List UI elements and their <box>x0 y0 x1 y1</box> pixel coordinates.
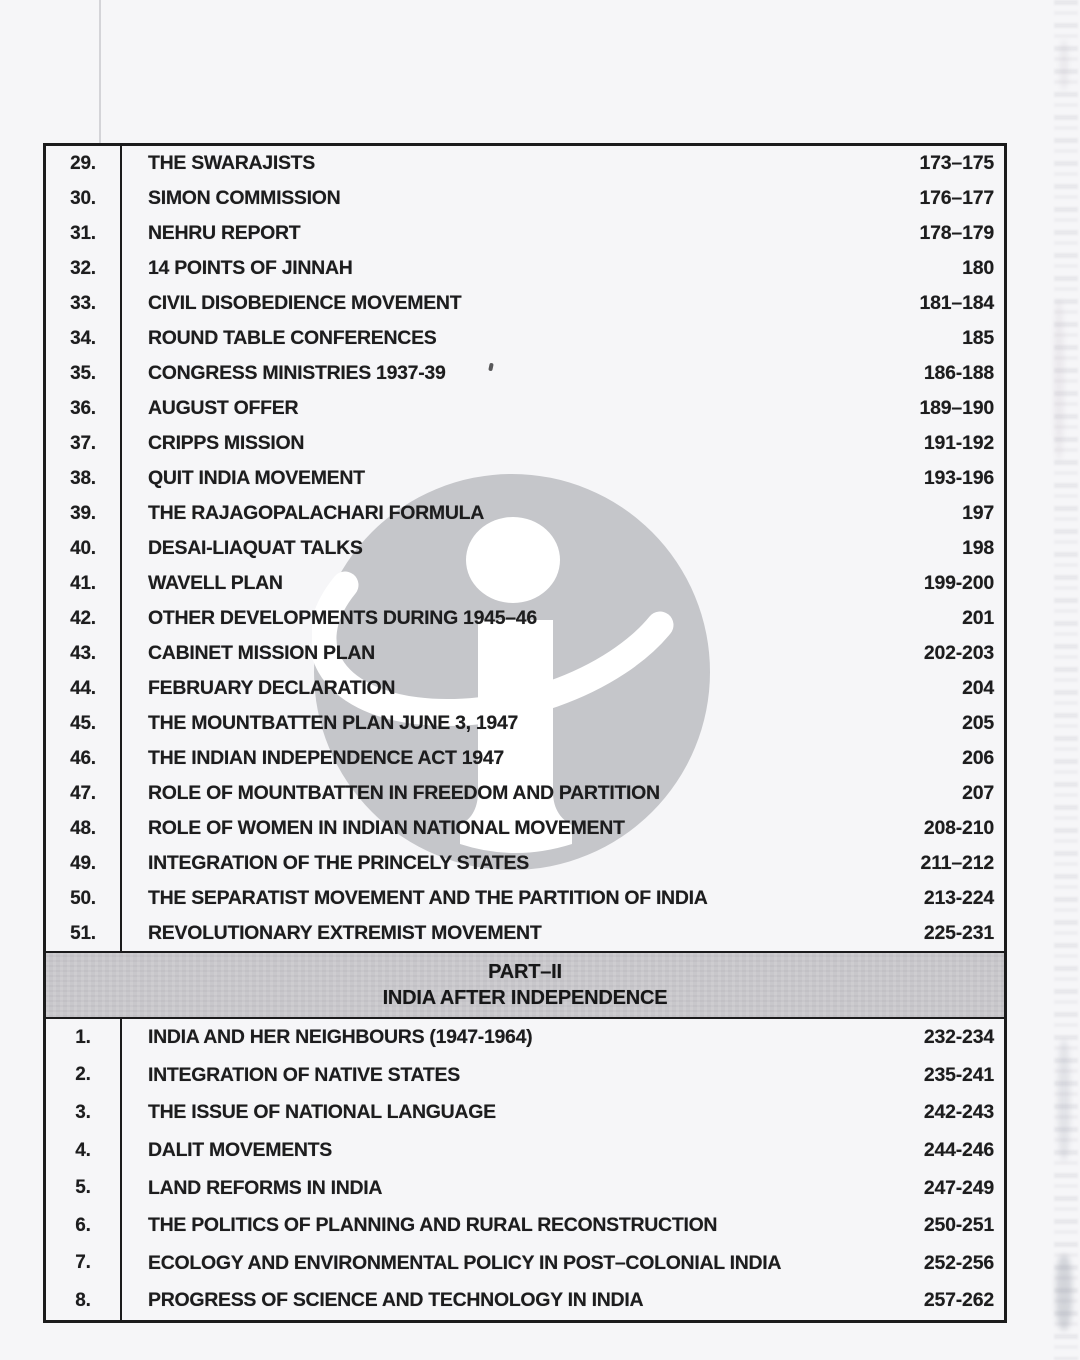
chapter-number: 48. <box>46 811 122 846</box>
chapter-title: SIMON COMMISSION <box>148 187 341 209</box>
chapter-title: THE INDIAN INDEPENDENCE ACT 1947 <box>148 747 504 769</box>
page-range: 201 <box>962 607 994 629</box>
chapter-title: LAND REFORMS IN INDIA <box>148 1176 383 1199</box>
toc-row <box>46 321 1004 356</box>
page-range: 252-256 <box>923 1251 994 1274</box>
toc-row <box>46 706 1004 741</box>
page-fold-line <box>99 0 101 146</box>
toc-row <box>46 1169 1004 1207</box>
toc-row <box>46 496 1004 531</box>
toc-row <box>46 1207 1004 1245</box>
page-range: 242-243 <box>923 1101 994 1124</box>
chapter-title: REVOLUTIONARY EXTREMIST MOVEMENT <box>148 922 542 944</box>
chapter-title: INTEGRATION OF THE PRINCELY STATES <box>148 852 529 874</box>
chapter-number: 2. <box>46 1057 122 1095</box>
chapter-title: ECOLOGY AND ENVIRONMENTAL POLICY IN POST–COLONIAL INDIA <box>148 1251 782 1274</box>
chapter-title: THE ISSUE OF NATIONAL LANGUAGE <box>148 1101 496 1124</box>
toc-row <box>46 146 1004 181</box>
chapter-number: 41. <box>46 566 122 601</box>
toc-table <box>43 143 1007 1323</box>
scan-smudge <box>1058 1040 1070 1160</box>
page-range: 185 <box>962 327 994 349</box>
chapter-number: 37. <box>46 426 122 461</box>
chapter-number: 7. <box>46 1245 122 1283</box>
chapter-number: 36. <box>46 391 122 426</box>
chapter-number: 33. <box>46 286 122 321</box>
page-range: 213-224 <box>923 887 994 909</box>
chapter-title: THE RAJAGOPALACHARI FORMULA <box>148 502 485 524</box>
page-range: 235-241 <box>923 1063 994 1086</box>
chapter-title: DALIT MOVEMENTS <box>148 1139 332 1162</box>
chapter-title: CABINET MISSION PLAN <box>148 642 375 664</box>
chapter-title: DESAI-LIAQUAT TALKS <box>148 537 363 559</box>
page-range: 204 <box>962 677 994 699</box>
chapter-title: WAVELL PLAN <box>148 572 283 594</box>
chapter-title: NEHRU REPORT <box>148 222 301 244</box>
page-range: 193-196 <box>923 467 994 489</box>
chapter-title: FEBRUARY DECLARATION <box>148 677 396 699</box>
page-range: 180 <box>962 257 994 279</box>
toc-row <box>46 671 1004 706</box>
page-range: 189–190 <box>919 397 994 419</box>
chapter-number: 47. <box>46 776 122 811</box>
scan-smudge <box>1060 40 1068 90</box>
chapter-title: OTHER DEVELOPMENTS DURING 1945–46 <box>148 607 537 629</box>
chapter-title: CRIPPS MISSION <box>148 432 305 454</box>
toc-row <box>46 881 1004 916</box>
chapter-title: ROLE OF WOMEN IN INDIAN NATIONAL MOVEMENT <box>148 817 625 839</box>
chapter-title: THE SEPARATIST MOVEMENT AND THE PARTITION OF INDIA <box>148 887 708 909</box>
chapter-number: 43. <box>46 636 122 671</box>
chapter-title: CONGRESS MINISTRIES 1937-39 <box>148 362 446 384</box>
page-range: 202-203 <box>923 642 994 664</box>
toc-row <box>46 286 1004 321</box>
chapter-number: 6. <box>46 1207 122 1245</box>
page-range: 197 <box>962 502 994 524</box>
page-range: 244-246 <box>923 1139 994 1162</box>
chapter-title: QUIT INDIA MOVEMENT <box>148 467 365 489</box>
chapter-number: 8. <box>46 1282 122 1320</box>
toc-row <box>46 391 1004 426</box>
chapter-number: 49. <box>46 846 122 881</box>
toc-row <box>46 216 1004 251</box>
toc-row <box>46 741 1004 776</box>
page-range: 181–184 <box>919 292 994 314</box>
page-range: 211–212 <box>920 852 994 874</box>
page-range: 206 <box>962 747 994 769</box>
chapter-number: 38. <box>46 461 122 496</box>
page-range: 207 <box>962 782 994 804</box>
page-range: 232-234 <box>923 1026 994 1049</box>
chapter-title: PROGRESS OF SCIENCE AND TECHNOLOGY IN INDIA <box>148 1289 644 1312</box>
chapter-title: INTEGRATION OF NATIVE STATES <box>148 1063 460 1086</box>
chapter-number: 39. <box>46 496 122 531</box>
chapter-title: ROUND TABLE CONFERENCES <box>148 327 437 349</box>
scan-smudge <box>1056 1255 1072 1330</box>
chapter-title: INDIA AND HER NEIGHBOURS (1947-1964) <box>148 1026 533 1049</box>
part2-subtitle: INDIA AFTER INDEPENDENCE <box>382 987 668 1009</box>
page-range: 205 <box>962 712 994 734</box>
toc-row <box>46 461 1004 496</box>
toc-row <box>46 811 1004 846</box>
chapter-number: 50. <box>46 881 122 916</box>
chapter-number: 45. <box>46 706 122 741</box>
page-range: 199-200 <box>923 572 994 594</box>
chapter-title: ROLE OF MOUNTBATTEN IN FREEDOM AND PARTITION <box>148 782 660 804</box>
chapter-title: AUGUST OFFER <box>148 397 299 419</box>
part2-rows <box>46 1019 1004 1320</box>
toc-row <box>46 601 1004 636</box>
toc-row <box>46 1132 1004 1170</box>
toc-row <box>46 1019 1004 1057</box>
chapter-number: 44. <box>46 671 122 706</box>
toc-row <box>46 1094 1004 1132</box>
part2-title: PART–II <box>488 961 562 983</box>
page-range: 225-231 <box>923 922 994 944</box>
chapter-number: 34. <box>46 321 122 356</box>
chapter-number: 31. <box>46 216 122 251</box>
chapter-number: 3. <box>46 1094 122 1132</box>
toc-row <box>46 181 1004 216</box>
chapter-number: 32. <box>46 251 122 286</box>
chapter-title: CIVIL DISOBEDIENCE MOVEMENT <box>148 292 462 314</box>
toc-row <box>46 846 1004 881</box>
page-range: 178–179 <box>919 222 994 244</box>
toc-row <box>46 566 1004 601</box>
toc-row <box>46 1057 1004 1095</box>
toc-row <box>46 531 1004 566</box>
toc-row <box>46 251 1004 286</box>
chapter-number: 35. <box>46 356 122 391</box>
chapter-title: THE MOUNTBATTEN PLAN JUNE 3, 1947 <box>148 712 519 734</box>
page-range: 173–175 <box>919 152 994 174</box>
page-range: 191-192 <box>923 432 994 454</box>
chapter-number: 29. <box>46 146 122 181</box>
chapter-number: 4. <box>46 1132 122 1170</box>
page-range: 247-249 <box>923 1176 994 1199</box>
chapter-number: 42. <box>46 601 122 636</box>
chapter-number: 51. <box>46 916 122 951</box>
chapter-title: THE POLITICS OF PLANNING AND RURAL RECONSTRUCTION <box>148 1214 718 1237</box>
chapter-title: 14 POINTS OF JINNAH <box>148 257 353 279</box>
toc-row <box>46 356 1004 391</box>
page-range: 186-188 <box>923 362 994 384</box>
chapter-number: 30. <box>46 181 122 216</box>
toc-row <box>46 1245 1004 1283</box>
toc-row <box>46 776 1004 811</box>
chapter-number: 46. <box>46 741 122 776</box>
page-range: 198 <box>962 537 994 559</box>
part2-header-band <box>46 951 1004 1019</box>
page-range: 176–177 <box>919 187 994 209</box>
chapter-title: THE SWARAJISTS <box>148 152 315 174</box>
part1-rows <box>46 146 1004 951</box>
chapter-number: 5. <box>46 1169 122 1207</box>
toc-row <box>46 916 1004 951</box>
chapter-number: 40. <box>46 531 122 566</box>
toc-row <box>46 426 1004 461</box>
page-range: 208-210 <box>923 817 994 839</box>
toc-row <box>46 1282 1004 1320</box>
scan-smudge <box>1054 300 1064 460</box>
page-range: 257-262 <box>923 1289 994 1312</box>
chapter-number: 1. <box>46 1019 122 1057</box>
page-range: 250-251 <box>923 1214 994 1237</box>
toc-row <box>46 636 1004 671</box>
